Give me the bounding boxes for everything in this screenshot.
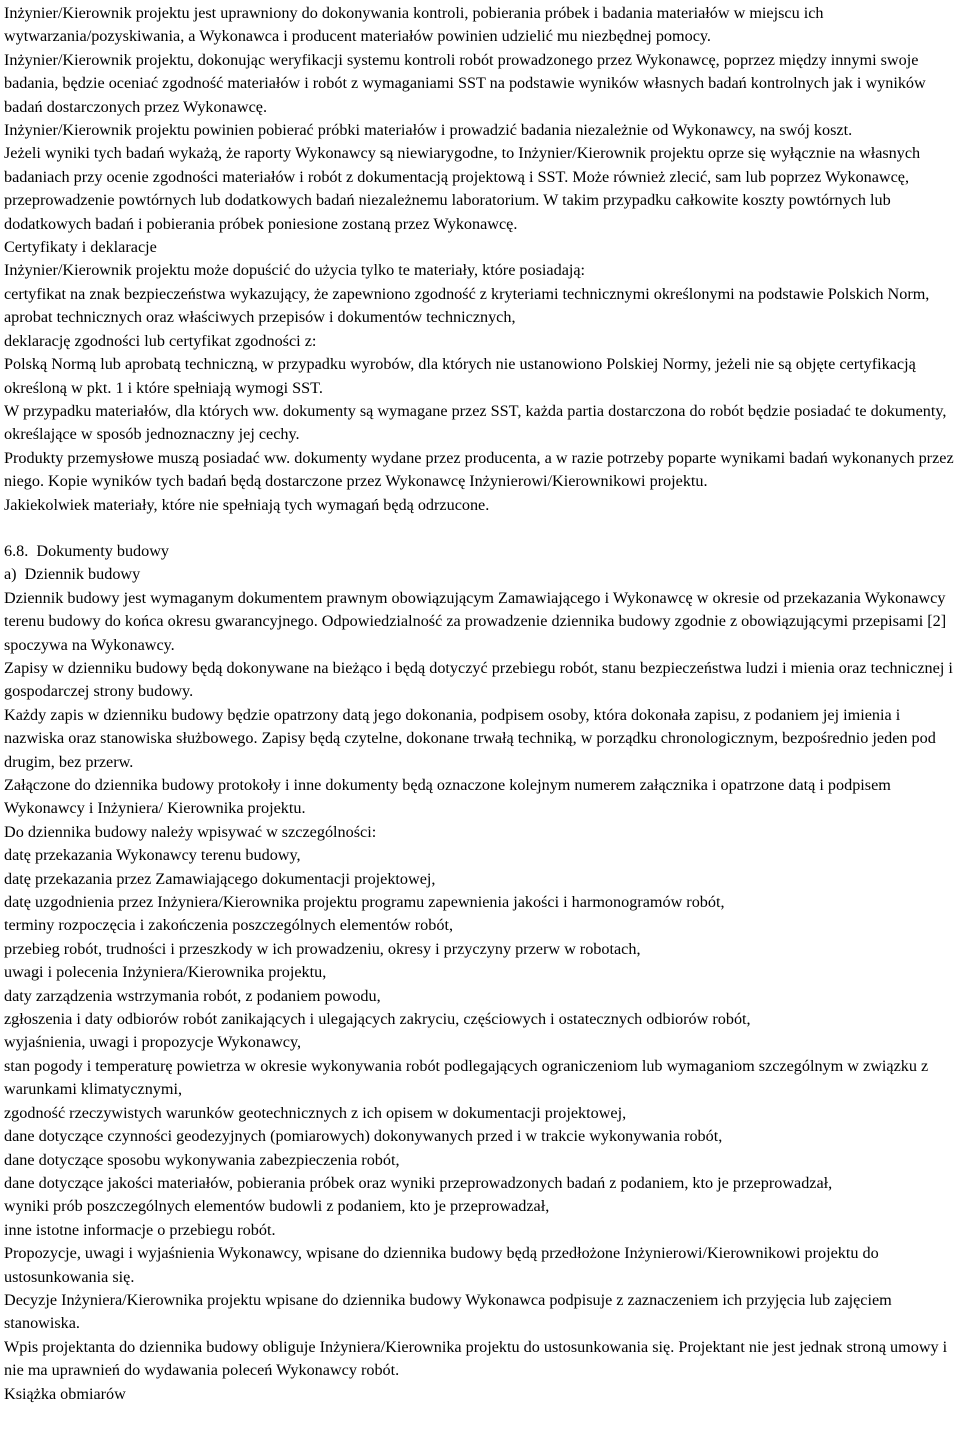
paragraph-spacer (4, 517, 954, 540)
paragraph: Książka obmiarów (4, 1384, 126, 1403)
paragraph: Wpis projektanta do dziennika budowy obliguje Inżyniera/Kierownika projektu do ustosunkowania się. Projektant nie jest jednak stroną umowy i nie ma uprawnień do wydawania poleceń Wykonawcy robót. (4, 1337, 948, 1380)
subsection-heading: a) Dziennik budowy (4, 565, 141, 584)
paragraph: terminy rozpoczęcia i zakończenia poszczególnych elementów robót, (4, 916, 453, 935)
paragraph: Do dziennika budowy należy wpisywać w szczególności: (4, 822, 377, 841)
paragraph: Propozycje, uwagi i wyjaśnienia Wykonawcy, wpisane do dziennika budowy będą przedłożone Inżynierowi/Kierownikowi projektu do ustosunkowania się. (4, 1244, 879, 1286)
paragraph: Inżynier/Kierownik projektu może dopuścić do użycia tylko te materiały, które posiadają: (4, 261, 586, 280)
paragraph: dane dotyczące czynności geodezyjnych (pomiarowych) dokonywanych przed i w trakcie wykonywania robót, (4, 1127, 723, 1146)
section-heading: 6.8. Dokumenty budowy (4, 541, 170, 560)
paragraph: daty zarządzenia wstrzymania robót, z podaniem powodu, (4, 986, 381, 1005)
paragraph: Inżynier/Kierownik projektu jest uprawniony do dokonywania kontroli, pobierania próbek i badania materiałów w miejscu ich wytwarzania/pozyskiwania, a Wykonawca i producent materiałów powinien udzielić mu niezbędnej pomocy. (4, 4, 824, 46)
paragraph: Załączone do dziennika budowy protokoły i inne dokumenty będą oznaczone kolejnym numerem załącznika i opatrzone datą i podpisem Wykonawcy i Inżyniera/ Kierownika projektu. (4, 776, 891, 818)
paragraph: Każdy zapis w dzienniku budowy będzie opatrzony datą jego dokonania, podpisem osoby, która dokonała zapisu, z podaniem jej imienia i nazwiska oraz stanowiska służbowego. Zapisy będą czytelne, dokonane trwałą techniką, w porządku chronologicznym, bezpośrednio jeden pod drugim, bez przerw. (4, 705, 936, 771)
paragraph: Certyfikaty i deklaracje (4, 238, 157, 257)
paragraph: Zapisy w dzienniku budowy będą dokonywane na bieżąco i będą dotyczyć przebiegu robót, stanu bezpieczeństwa ludzi i mienia oraz technicznej i gospodarczej strony budowy. (4, 658, 953, 701)
paragraph: inne istotne informacje o przebiegu robót. (4, 1220, 276, 1239)
paragraph: wyniki prób poszczególnych elementów budowli z podaniem, kto je przeprowadzał, (4, 1197, 550, 1216)
paragraph: Decyzje Inżyniera/Kierownika projektu wpisane do dziennika budowy Wykonawca podpisuje z zaznaczeniem ich przyjęcia lub zajęciem stanowiska. (4, 1290, 892, 1333)
paragraph: wyjaśnienia, uwagi i propozycje Wykonawcy, (4, 1033, 302, 1052)
paragraph: W przypadku materiałów, dla których ww. dokumenty są wymagane przez SST, każda partia dostarczona do robót będzie posiadać te dokumenty, określające w sposób jednoznaczny jej cechy. (4, 401, 947, 444)
paragraph: dane dotyczące jakości materiałów, pobierania próbek oraz wyniki przeprowadzonych badań z podaniem, kto je przeprowadzał, (4, 1173, 833, 1192)
paragraph: deklarację zgodności lub certyfikat zgodności z: (4, 331, 317, 350)
paragraph: datę przekazania przez Zamawiającego dokumentacji projektowej, (4, 869, 436, 888)
paragraph: zgłoszenia i daty odbiorów robót zanikających i ulegających zakryciu, częściowych i ostatecznych odbiorów robót, (4, 1010, 751, 1029)
paragraph: Dziennik budowy jest wymaganym dokumentem prawnym obowiązującym Zamawiającego i Wykonawcę w okresie od przekazania Wykonawcy terenu budowy do końca okresu gwarancyjnego. Odpowiedzialność za prowadzenie dziennika budowy zgodnie z obowiązującymi przepisami [2] spoczywa na Wykonawcy. (4, 588, 947, 654)
inspection-and-certificates-section (4, 2, 954, 517)
paragraph: zgodność rzeczywistych warunków geotechnicznych z ich opisem w dokumentacji projektowej, (4, 1103, 627, 1122)
paragraph: Inżynier/Kierownik projektu, dokonując weryfikacji systemu kontroli robót prowadzonego przez Wykonawcę, poprzez między innymi swoje badania, będzie oceniać zgodność materiałów i robót z wymaganiami SST na podstawie wyników własnych badań kontrolnych jak i wyników badań dostarczonych przez Wykonawcę. (4, 50, 926, 116)
paragraph: Polską Normą lub aprobatą techniczną, w przypadku wyrobów, dla których nie ustanowiono Polskiej Normy, jeżeli nie są objęte certyfikacją określoną w pkt. 1 i które spełniają wymogi SST. (4, 355, 916, 397)
paragraph: datę uzgodnienia przez Inżyniera/Kierownika projektu programu zapewnienia jakości i harmonogramów robót, (4, 893, 725, 912)
paragraph: Jakiekolwiek materiały, które nie spełniają tych wymagań będą odrzucone. (4, 495, 490, 514)
paragraph: Jeżeli wyniki tych badań wykażą, że raporty Wykonawcy są niewiarygodne, to Inżynier/Kierownik projektu oprze się wyłącznie na własnych badaniach przy ocenie zgodności materiałów i robót z dokumentacją projektową i SST. Może również zlecić, sam lub poprzez Wykonawcę, przeprowadzenie powtórnych lub dodatkowych badań niezależnemu laboratorium. W takim przypadku całkowite koszty powtórnych lub dodatkowych badań i pobierania próbek poniesione zostaną przez Wykonawcę. (4, 144, 921, 233)
paragraph: Produkty przemysłowe muszą posiadać ww. dokumenty wydane przez producenta, a w razie potrzeby poparte wynikami badań wykonanych przez niego. Kopie wyników tych badań będą dostarczone przez Wykonawcę Inżynierowi/Kierownikowi projektu. (4, 448, 954, 491)
paragraph: stan pogody i temperaturę powietrza w okresie wykonywania robót podlegających ograniczeniom lub wymaganiom szczególnym w związku z warunkami klimatycznymi, (4, 1056, 929, 1099)
paragraph: Inżynier/Kierownik projektu powinien pobierać próbki materiałów i prowadzić badania niezależnie od Wykonawcy, na swój koszt. (4, 121, 853, 140)
paragraph: certyfikat na znak bezpieczeństwa wykazujący, że zapewniono zgodność z kryteriami technicznymi określonymi na podstawie Polskich Norm, aprobat technicznych oraz właściwych przepisów i dokumentów technicznych, (4, 284, 930, 327)
paragraph: uwagi i polecenia Inżyniera/Kierownika projektu, (4, 963, 327, 982)
paragraph: datę przekazania Wykonawcy terenu budowy, (4, 846, 301, 865)
construction-log-section (4, 587, 954, 1406)
paragraph: przebieg robót, trudności i przeszkody w ich prowadzeniu, okresy i przyczyny przerw w robotach, (4, 939, 641, 958)
paragraph: dane dotyczące sposobu wykonywania zabezpieczenia robót, (4, 1150, 400, 1169)
